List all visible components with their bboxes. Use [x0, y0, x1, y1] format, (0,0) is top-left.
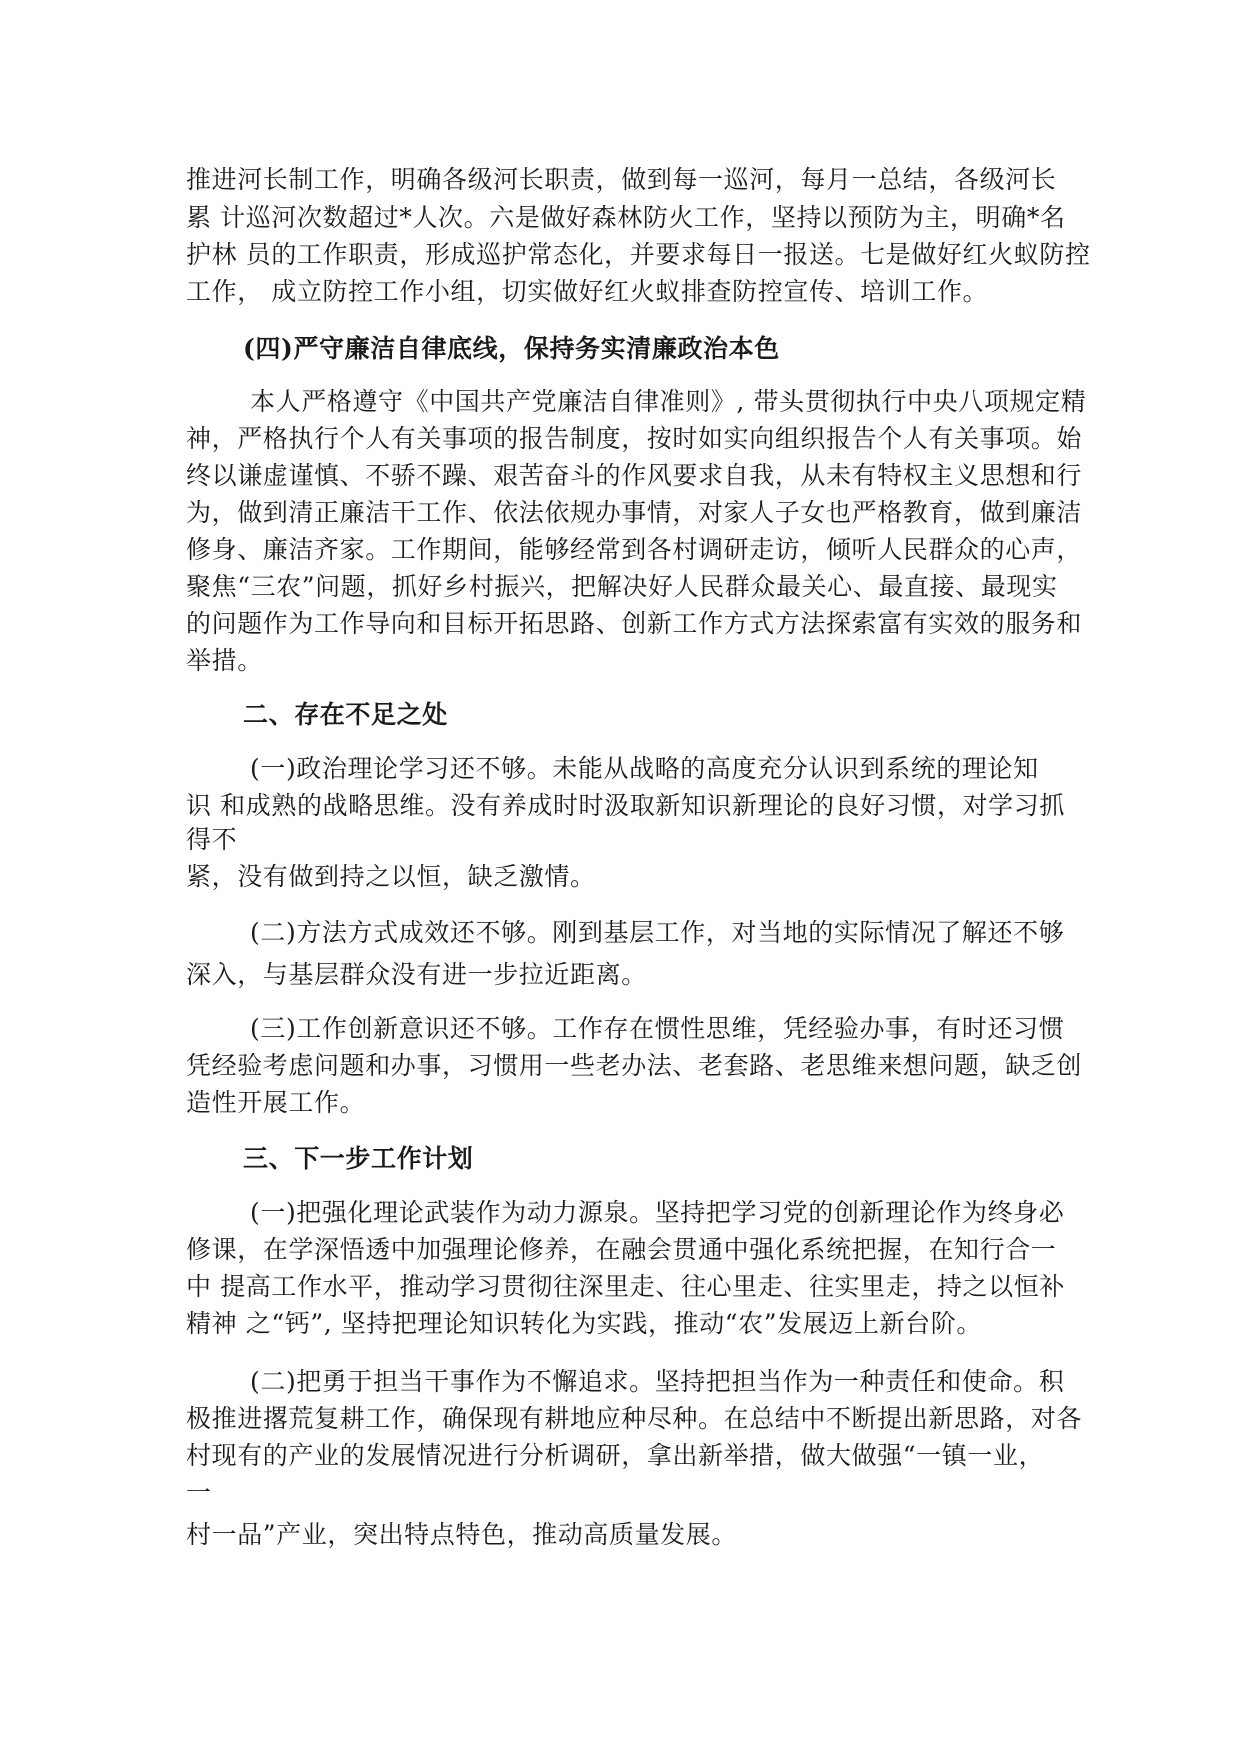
body-text-line: 极推进撂荒复耕工作，确保现有耕地应种尽种。在总结中不断提出新思路，对各	[186, 1404, 1083, 1433]
body-text-line: 凭经验考虑问题和办事，习惯用一些老办法、老套路、老思维来想问题，缺乏创	[186, 1051, 1083, 1080]
section-heading-3: 三、下一步工作计划	[243, 1144, 474, 1173]
body-text-line: (三)工作创新意识还不够。工作存在惯性思维，凭经验办事，有时还习惯	[250, 1014, 1065, 1043]
body-text-line: 紧，没有做到持之以恒，缺乏激情。	[186, 862, 596, 891]
body-text-line: (一)把强化理论武装作为动力源泉。坚持把学习党的创新理论作为终身必	[250, 1198, 1065, 1227]
body-text-line: 修身、廉洁齐家。工作期间，能够经常到各村调研走访，倾听人民群众的心声，	[186, 535, 1083, 564]
body-text-line: 终以谦虚谨慎、不骄不躁、艰苦奋斗的作风要求自我，从未有特权主义思想和行	[186, 461, 1083, 490]
body-text-line: 造性开展工作。	[186, 1088, 366, 1117]
body-text-line: 一	[186, 1478, 212, 1507]
body-text-line: 村现有的产业的发展情况进行分析调研，拿出新举措，做大做强“一镇一业，	[186, 1441, 1045, 1470]
body-text-line: (二)把勇于担当干事作为不懈追求。坚持把担当作为一种责任和使命。积	[250, 1367, 1065, 1396]
body-text-line: 神，严格执行个人有关事项的报告制度，按时如实向组织报告个人有关事项。始	[186, 424, 1083, 453]
body-text-line: 聚焦“三农”问题，抓好乡村振兴，把解决好人民群众最关心、最直接、最现实	[186, 572, 1058, 601]
body-text-line: (一)政治理论学习还不够。未能从战略的高度充分认识到系统的理论知	[250, 754, 1039, 783]
body-text-line: 村一品”产业，突出特点特色，推动高质量发展。	[186, 1520, 737, 1549]
body-text-line: 识 和成熟的战略思维。没有养成时时汲取新知识新理论的良好习惯，对学习抓	[186, 791, 1065, 820]
body-text-line: 工作， 成立防控工作小组，切实做好红火蚁排查防控宣传、培训工作。	[186, 277, 989, 306]
body-text-line: 护林 员的工作职责，形成巡护常态化，并要求每日一报送。七是做好红火蚁防控	[186, 240, 1091, 269]
body-text-line: (二)方法方式成效还不够。刚到基层工作，对当地的实际情况了解还不够	[250, 918, 1065, 947]
section-heading-2: 二、存在不足之处	[243, 700, 448, 729]
body-text-line: 累 计巡河次数超过*人次。六是做好森林防火工作，坚持以预防为主，明确*名	[186, 203, 1066, 232]
body-text-line: 修课，在学深悟透中加强理论修养，在融会贯通中强化系统把握，在知行合一	[186, 1235, 1057, 1264]
body-text-line: 得不	[186, 825, 238, 854]
section-heading-4: (四)严守廉洁自律底线，保持务实清廉政治本色	[243, 334, 780, 363]
body-text-line: 推进河长制工作，明确各级河长职责，做到每一巡河，每月一总结，各级河长	[186, 165, 1057, 194]
body-text-line: 深入，与基层群众没有进一步拉近距离。	[186, 960, 647, 989]
body-text-line: 本人严格遵守《中国共产党廉洁自律准则》, 带头贯彻执行中央八项规定精	[250, 387, 1087, 416]
body-text-line: 的问题作为工作导向和目标开拓思路、创新工作方式方法探索富有实效的服务和	[186, 609, 1083, 638]
body-text-line: 为，做到清正廉洁干工作、依法依规办事情，对家人子女也严格教育，做到廉洁	[186, 498, 1083, 527]
body-text-line: 举措。	[186, 646, 263, 675]
body-text-line: 精神 之“钙”, 坚持把理论知识转化为实践，推动“农”发展迈上新台阶。	[186, 1309, 982, 1338]
body-text-line: 中 提高工作水平，推动学习贯彻往深里走、往心里走、往实里走，持之以恒补	[186, 1272, 1065, 1301]
